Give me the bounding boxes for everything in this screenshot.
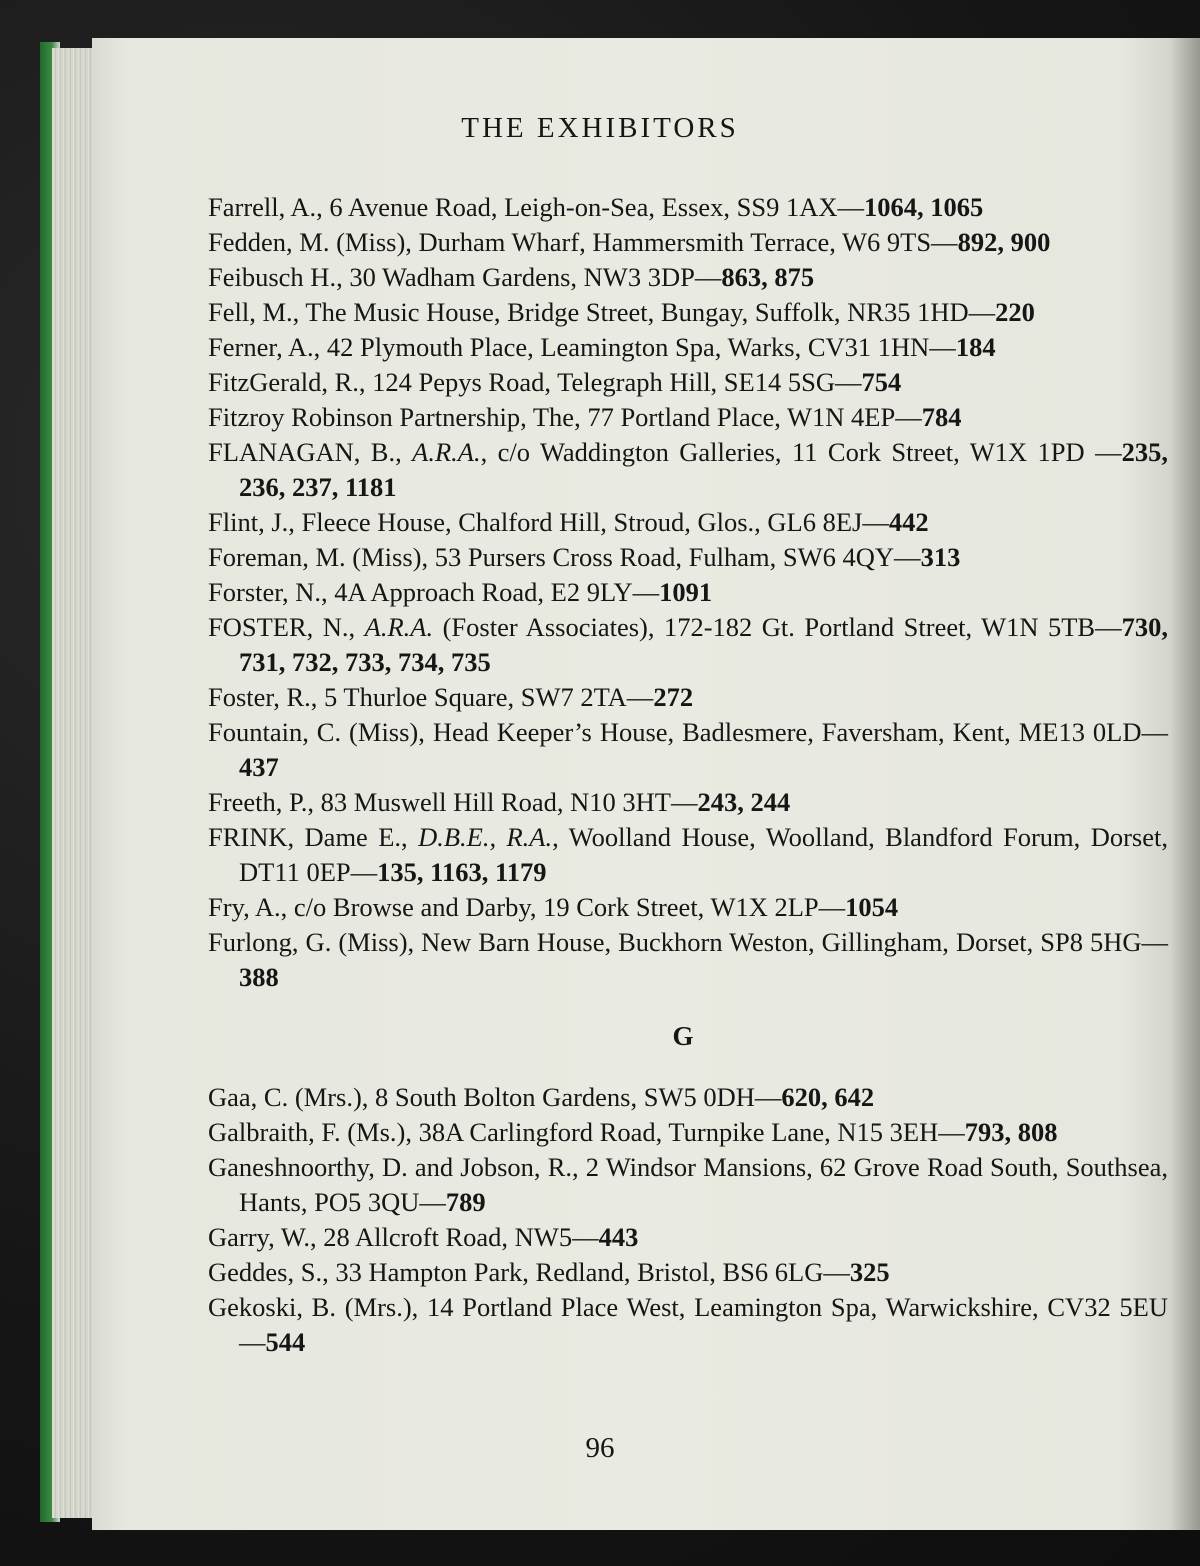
list-item [208,505,1168,540]
running-head: THE EXHIBITORS [461,112,739,144]
entry-text: Geddes, S., 33 Hampton Park, Redland, Bristol, BS6 6LG— [208,1257,850,1287]
list-item [208,1080,1168,1115]
spine-shadow [1170,38,1200,1530]
entry-text: FitzGerald, R., 124 Pepys Road, Telegraph Hill, SE14 5SG— [208,367,862,397]
entry-text: , Woolland House, Woolland, Blandford Forum, Dorset, DT11 0EP— [239,822,1168,887]
entry-text: , c/o Waddington Galleries, 11 Cork Street, W1X 1PD — [480,437,1122,467]
honorific: A.R.A. [412,437,481,467]
honorific: D.B.E., R.A. [418,822,553,852]
catalogue-numbers: 135, 1163, 1179 [377,857,547,887]
entry-text: Fountain, C. (Miss), Head Keeper’s House, Badlesmere, Faversham, Kent, ME13 0LD— [208,717,1168,747]
catalogue-numbers: 620, 642 [781,1082,875,1112]
catalogue-numbers: 272 [653,682,694,712]
catalogue-numbers: 437 [239,752,279,782]
list-item [208,715,1168,785]
list-item [208,365,1168,400]
entry-text: Forster, N., 4A Approach Road, E2 9LY— [208,577,660,607]
entry-text: Fedden, M. (Miss), Durham Wharf, Hammersmith Terrace, W6 9TS— [208,227,958,257]
list-item [208,330,1168,365]
catalogue-numbers: 325 [849,1257,890,1287]
catalogue-numbers: 892, 900 [957,227,1051,257]
catalogue-numbers: 863, 875 [721,262,815,292]
list-item [208,1115,1168,1150]
page-number: 96 [585,1432,615,1464]
entry-text: Feibusch H., 30 Wadham Gardens, NW3 3DP— [208,262,722,292]
entry-text: Ferner, A., 42 Plymouth Place, Leamington Spa, Warks, CV31 1HN— [208,332,956,362]
catalogue-numbers: 754 [861,367,902,397]
list-item [208,190,1168,225]
catalogue-numbers: 1091 [659,577,713,607]
catalogue-numbers: 730, 731, 732, 733, 734, 735 [239,612,1168,677]
list-item [208,400,1168,435]
list-item [208,785,1168,820]
entry-text: Flint, J., Fleece House, Chalford Hill, Stroud, Glos., GL6 8EJ— [208,507,889,537]
catalogue-numbers: 235, 236, 237, 1181 [239,437,1168,502]
catalogue-numbers: 388 [239,962,279,992]
exhibitor-name: FRINK, Dame E., [208,822,419,852]
entry-text: Fitzroy Robinson Partnership, The, 77 Portland Place, W1N 4EP— [208,402,922,432]
catalogue-numbers: 313 [920,542,961,572]
entry-text: Foster, R., 5 Thurloe Square, SW7 2TA— [208,682,654,712]
list-item [208,680,1168,715]
list-item [208,295,1168,330]
list-item [208,925,1168,995]
entry-text: Gaa, C. (Mrs.), 8 South Bolton Gardens, SW5 0DH— [208,1082,782,1112]
entry-text: Garry, W., 28 Allcroft Road, NW5— [208,1222,599,1252]
exhibitor-name: FOSTER, N., [208,612,365,642]
entry-text: Foreman, M. (Miss), 53 Pursers Cross Road, Fulham, SW6 4QY— [208,542,921,572]
catalogue-numbers: 793, 808 [964,1117,1058,1147]
list-item [208,890,1168,925]
list-item [208,260,1168,295]
catalogue-numbers: 544 [265,1327,306,1357]
entry-text: Furlong, G. (Miss), New Barn House, Buckhorn Weston, Gillingham, Dorset, SP8 5HG— [208,927,1168,957]
catalogue-numbers: 1054 [845,892,899,922]
entry-text: Fry, A., c/o Browse and Darby, 19 Cork Street, W1X 2LP— [208,892,846,922]
entry-text: Galbraith, F. (Ms.), 38A Carlingford Road, Turnpike Lane, N15 3EH— [208,1117,965,1147]
list-item [208,1290,1168,1360]
list-item [208,1255,1168,1290]
catalogue-numbers: 243, 244 [697,787,791,817]
exhibitor-list [208,190,1168,1360]
catalogue-numbers: 184 [955,332,996,362]
exhibitor-name: FLANAGAN, B., [208,437,413,467]
list-item [208,225,1168,260]
list-item [208,540,1168,575]
entry-text: (Foster Associates), 172-182 Gt. Portland Street, W1N 5TB— [433,612,1122,642]
catalogue-numbers: 442 [888,507,929,537]
catalogue-numbers: 784 [921,402,962,432]
page-stack [52,48,96,1518]
catalogue-numbers: 789 [445,1187,486,1217]
list-item [208,1220,1168,1255]
honorific: A.R.A. [364,612,434,642]
list-item [208,435,1168,505]
entry-text: Gekoski, B. (Mrs.), 14 Portland Place West, Leamington Spa, Warwickshire, CV32 5EU— [208,1292,1168,1357]
catalogue-numbers: 1064, 1065 [864,192,984,222]
entry-text: Freeth, P., 83 Muswell Hill Road, N10 3HT— [208,787,698,817]
catalogue-numbers: 443 [598,1222,639,1252]
list-item [208,1150,1168,1220]
list-item [208,610,1168,680]
entry-text: Fell, M., The Music House, Bridge Street, Bungay, Suffolk, NR35 1HD— [208,297,996,327]
list-item [208,820,1168,890]
section-heading-g: G [672,1021,694,1051]
catalogue-numbers: 220 [995,297,1035,327]
entry-text: Ganeshnoorthy, D. and Jobson, R., 2 Windsor Mansions, 62 Grove Road South, Southsea, Hants, PO5 3QU— [208,1152,1168,1217]
list-item [208,575,1168,610]
entry-text: Farrell, A., 6 Avenue Road, Leigh-on-Sea, Essex, SS9 1AX— [208,192,865,222]
